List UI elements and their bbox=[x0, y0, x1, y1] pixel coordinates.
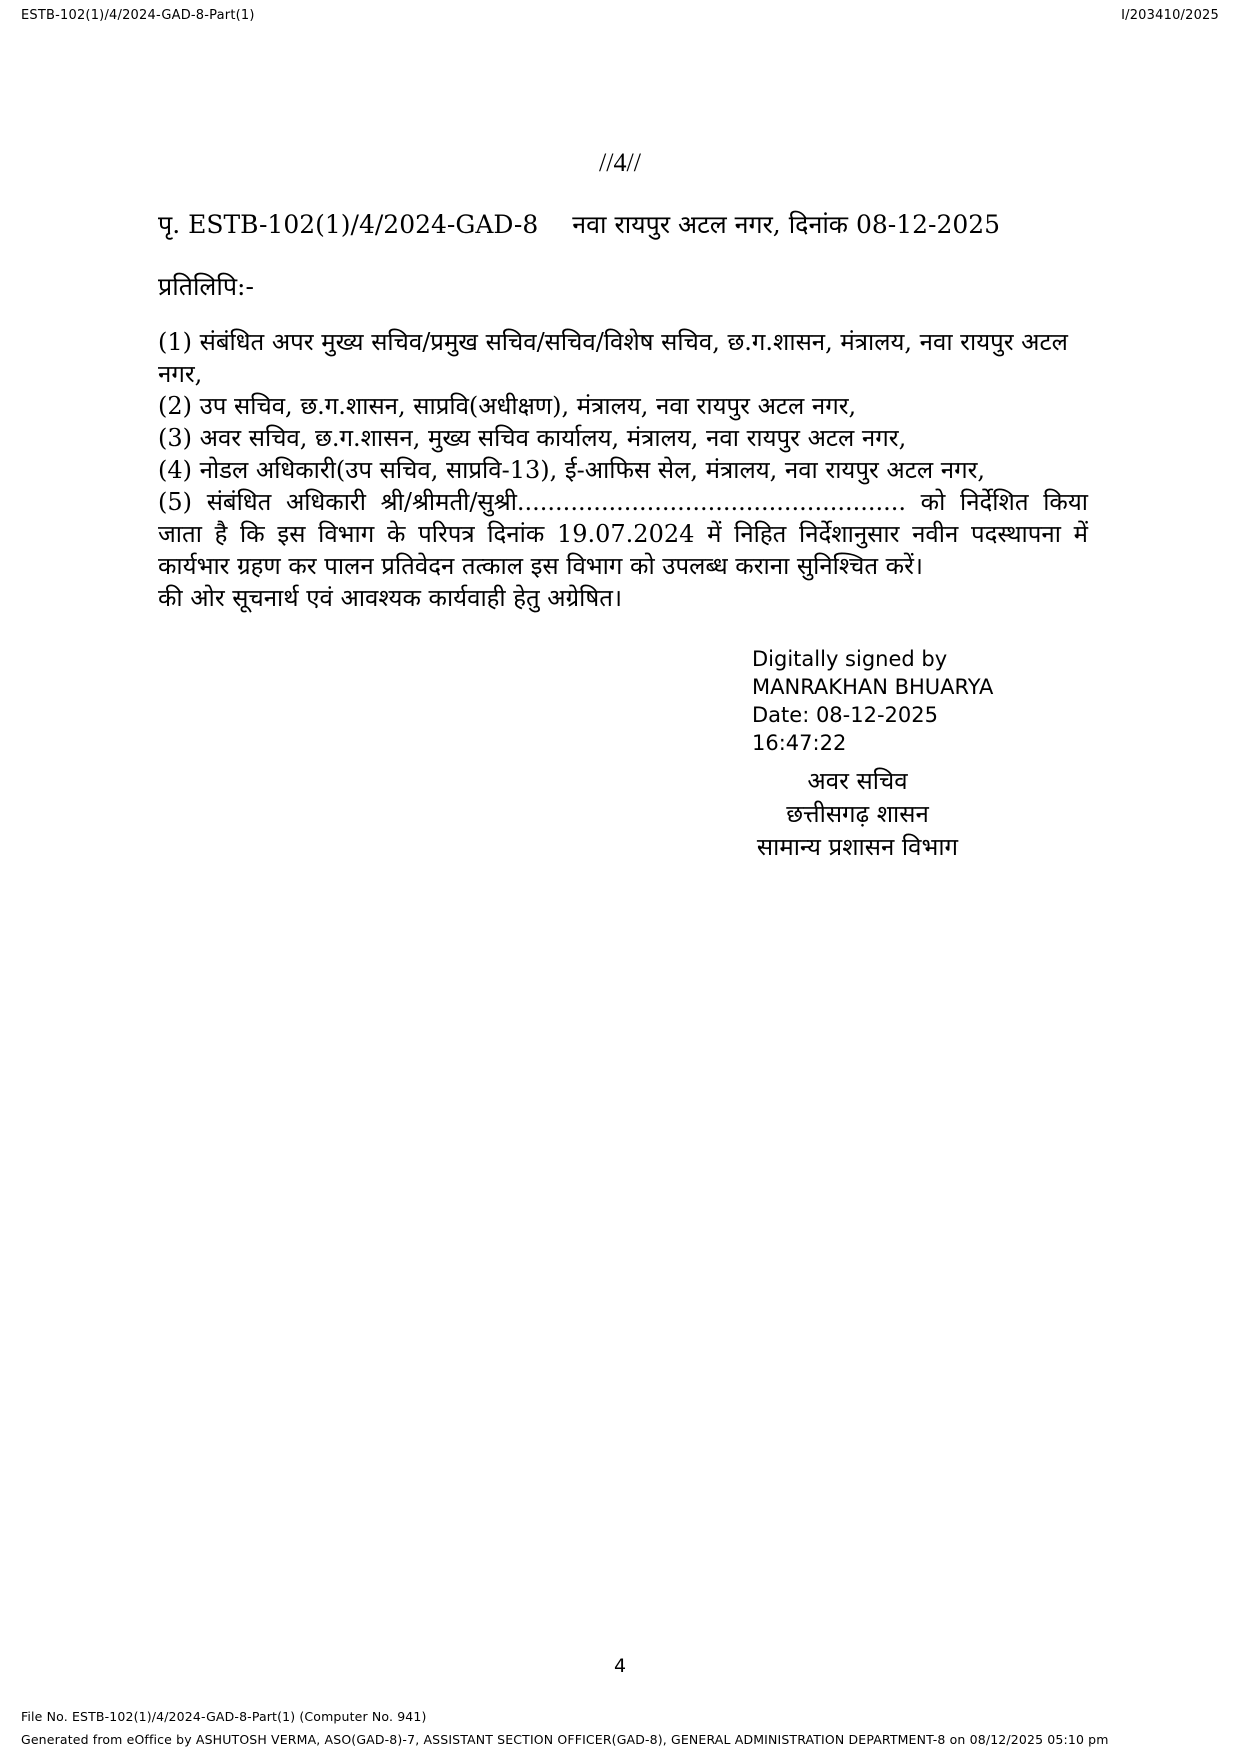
designation-block bbox=[730, 765, 985, 864]
designation-government: छत्तीसगढ़ शासन bbox=[786, 800, 929, 828]
signer-name: MANRAKHAN BHUARYA bbox=[752, 675, 994, 699]
place-and-date: नवा रायपुर अटल नगर, दिनांक 08-12-2025 bbox=[572, 210, 1001, 239]
header-receipt-number: I/203410/2025 bbox=[1121, 8, 1219, 23]
footer-file-line: File No. ESTB-102(1)/4/2024-GAD-8-Part(1) (Computer No. 941) bbox=[21, 1709, 427, 1724]
reference-number: पृ. ESTB-102(1)/4/2024-GAD-8 bbox=[158, 210, 539, 239]
recipients-list bbox=[158, 326, 1088, 614]
designation-title: अवर सचिव bbox=[807, 767, 908, 795]
signature-line: Digitally signed by bbox=[752, 647, 948, 671]
signature-date: Date: 08-12-2025 bbox=[752, 703, 938, 727]
signature-time: 16:47:22 bbox=[752, 731, 847, 755]
closing-line: की ओर सूचनार्थ एवं आवश्यक कार्यवाही हेतु अग्रेषित। bbox=[158, 584, 623, 612]
digital-signature bbox=[752, 645, 993, 757]
recipient-item: (1) संबंधित अपर मुख्य सचिव/प्रमुख सचिव/सचिव/विशेष सचिव, छ.ग.शासन, मंत्रालय, नवा रायपुर अटल नगर, bbox=[158, 328, 1068, 388]
reference-line bbox=[158, 207, 1088, 241]
footer-generated-line: Generated from eOffice by ASHUTOSH VERMA, ASO(GAD-8)-7, ASSISTANT SECTION OFFICER(GAD-8), GENERAL ADMINISTRATION DEPARTMENT-8 on 08/12/2025 05:10 pm bbox=[21, 1732, 1109, 1747]
recipient-item: (3) अवर सचिव, छ.ग.शासन, मुख्य सचिव कार्यालय, मंत्रालय, नवा रायपुर अटल नगर, bbox=[158, 424, 907, 452]
recipient-item: (5) संबंधित अधिकारी श्री/श्रीमती/सुश्री................................................... को निर्देशित किया जाता है कि इस विभाग के परिपत्र दिनांक 19.07.2024 में निहित निर्देशानुसार नवीन पदस्थापना में कार्यभार ग्रहण कर पालन प्रतिवेदन तत्काल इस विभाग को उपलब्ध कराना सुनिश्चित करें। bbox=[158, 488, 1088, 580]
recipient-item: (2) उप सचिव, छ.ग.शासन, साप्रवि(अधीक्षण), मंत्रालय, नवा रायपुर अटल नगर, bbox=[158, 392, 857, 420]
page-number: 4 bbox=[613, 1655, 627, 1677]
header-file-reference: ESTB-102(1)/4/2024-GAD-8-Part(1) bbox=[21, 8, 255, 23]
page-mark: //4// bbox=[599, 148, 641, 177]
recipient-item: (4) नोडल अधिकारी(उप सचिव, साप्रवि-13), ई-आफिस सेल, मंत्रालय, नवा रायपुर अटल नगर, bbox=[158, 456, 986, 484]
copy-to-label: प्रतिलिपि:- bbox=[158, 272, 254, 301]
designation-department: सामान्य प्रशासन विभाग bbox=[756, 833, 959, 861]
